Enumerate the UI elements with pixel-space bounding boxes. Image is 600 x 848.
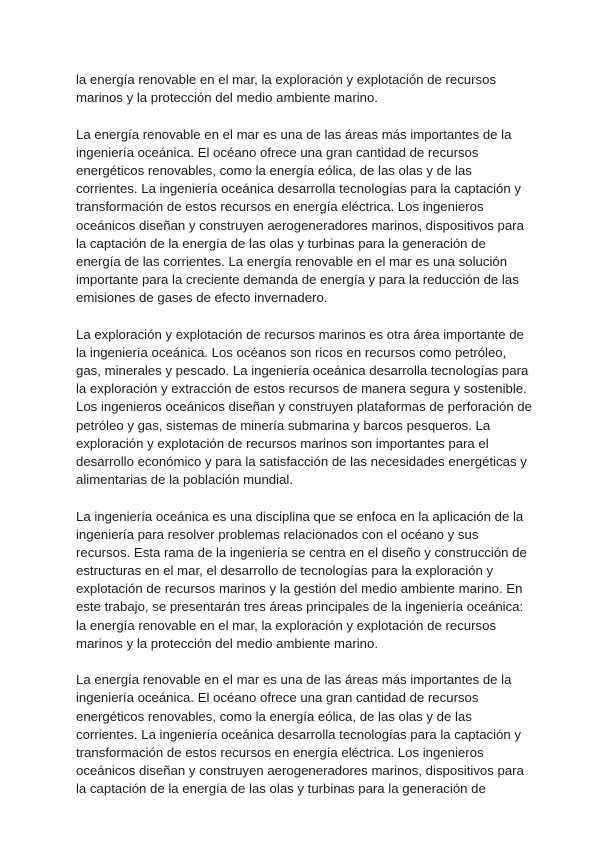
paragraph: [76, 508, 526, 654]
text-line: La energía renovable en el mar es una de las áreas más importantes de la: [76, 672, 512, 688]
text-line: oceánicos diseñan y construyen aerogeneradores marinos, dispositivos para: [76, 217, 524, 233]
text-line: La exploración y explotación de recursos marinos es otra área importante de: [76, 326, 524, 342]
text-line: transformación de estos recursos en energía eléctrica. Los ingenieros: [76, 744, 484, 760]
text-line: la energía renovable en el mar, la exploración y explotación de recursos: [76, 72, 497, 87]
text-line: oceánicos diseñan y construyen aerogeneradores marinos, dispositivos para: [76, 763, 524, 779]
text-line: energéticos renovables, como la energía eólica, de las olas y de las: [76, 708, 472, 724]
text-line: recursos. Esta rama de la ingeniería se centra en el diseño y construcción de: [76, 544, 527, 560]
text-line: ingeniería oceánica. El océano ofrece una gran cantidad de recursos: [76, 690, 479, 706]
text-line: ingeniería para resolver problemas relacionados con el océano y sus: [76, 526, 479, 542]
text-line: petróleo y gas, sistemas de minería submarina y barcos pesqueros. La: [76, 417, 491, 433]
paragraph: [76, 126, 526, 308]
text-line: La ingeniería oceánica es una disciplina que se enfoca en la aplicación de la: [76, 508, 524, 524]
text-line: transformación de estos recursos en energía eléctrica. Los ingenieros: [76, 199, 484, 215]
text-line: gas, minerales y pescado. La ingeniería oceánica desarrolla tecnologías para: [76, 363, 529, 378]
text-line: marinos y la protección del medio ambiente marino.: [76, 635, 378, 651]
text-line: la energía renovable en el mar, la exploración y explotación de recursos: [76, 617, 497, 633]
paragraph: [76, 71, 526, 107]
paragraph: [76, 326, 532, 490]
text-line: explotación de recursos marinos y la gestión del medio ambiente marino. En: [76, 581, 523, 597]
text-line: ingeniería oceánica. El océano ofrece una gran cantidad de recursos: [76, 144, 479, 160]
document-page: [76, 71, 532, 817]
text-line: marinos y la protección del medio ambiente marino.: [76, 90, 378, 106]
paragraph: [76, 671, 526, 798]
text-line: desarrollo económico y para la satisfacción de las necesidades energéticas y: [76, 453, 527, 469]
text-line: la captación de la energía de las olas y turbinas para la generación de: [76, 235, 486, 251]
text-line: corrientes. La ingeniería oceánica desarrolla tecnologías para la captación y: [76, 726, 521, 742]
text-line: Los ingenieros oceánicos diseñan y construyen plataformas de perforación de: [76, 399, 532, 415]
text-line: energéticos renovables, como la energía eólica, de las olas y de las: [76, 162, 472, 178]
text-line: emisiones de gases de efecto invernadero.: [76, 290, 328, 306]
text-line: alimentarias de la población mundial.: [76, 472, 293, 488]
text-line: energía de las corrientes. La energía renovable en el mar es una solución: [76, 253, 508, 269]
text-line: La energía renovable en el mar es una de las áreas más importantes de la: [76, 126, 512, 142]
text-line: estructuras en el mar, el desarrollo de tecnologías para la exploración y: [76, 563, 494, 579]
text-line: exploración y explotación de recursos marinos son importantes para el: [76, 435, 489, 451]
text-line: este trabajo, se presentarán tres áreas principales de la ingeniería oceánica:: [76, 599, 524, 615]
text-line: importante para la creciente demanda de energía y para la reducción de las: [76, 272, 519, 288]
text-line: la exploración y extracción de estos recursos de manera segura y sostenible.: [76, 381, 527, 397]
text-line: la ingeniería oceánica. Los océanos son ricos en recursos como petróleo,: [76, 344, 507, 360]
text-line: la captación de la energía de las olas y turbinas para la generación de: [76, 781, 486, 797]
text-line: corrientes. La ingeniería oceánica desarrolla tecnologías para la captación y: [76, 181, 521, 197]
